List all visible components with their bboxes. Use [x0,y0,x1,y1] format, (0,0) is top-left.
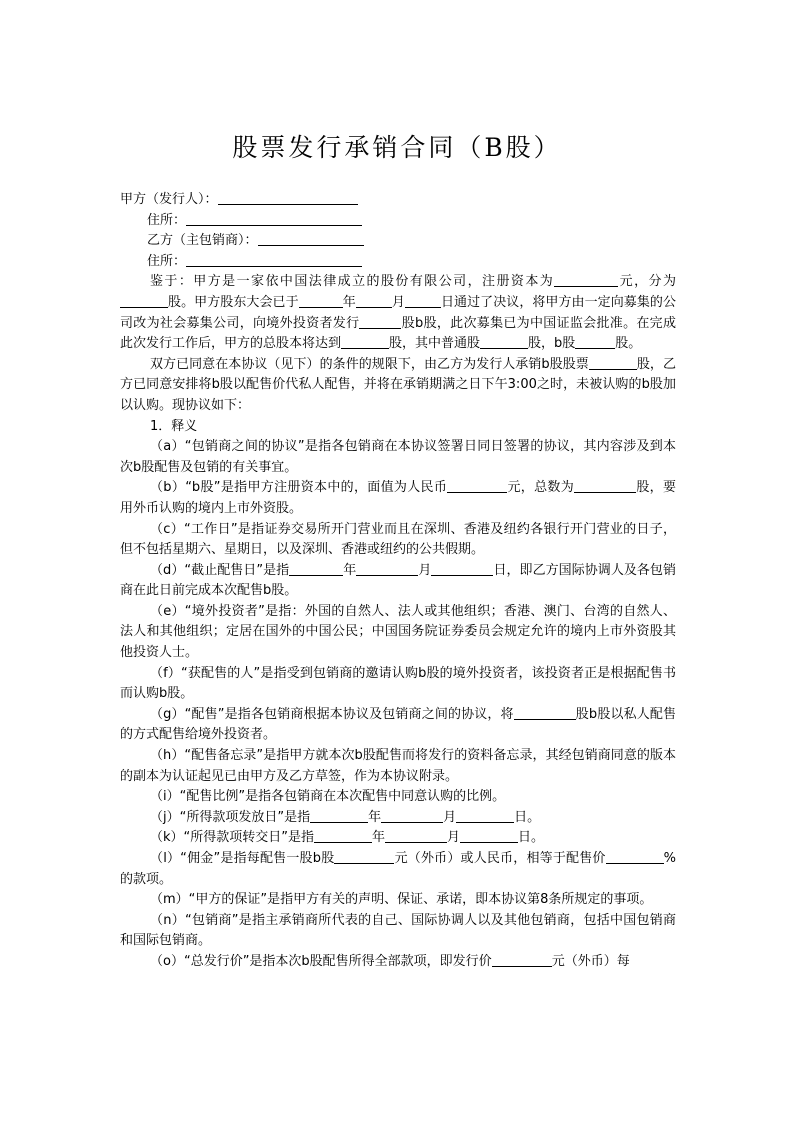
definition-m: （m）“甲方的保证”是指甲方有关的声明、保证、承诺，即本协议第8条所规定的事项。 [150,892,653,908]
definition-text: 月 [447,830,461,846]
blank [359,315,401,329]
definition-text: 日。 [514,809,541,825]
definition-c: （c）“工作日”是指证券交易所开门营业而且在深圳、香港及纽约各银行开门营业的日子，但不包括星期六、星期日，以及深圳、香港或纽约的公共假期。 [120,521,676,558]
definition-text: （d）“截止配售日”是指 [150,562,290,578]
whereas-text: 股。甲方股东大会已于 [168,294,299,310]
definition-k [120,828,676,849]
address-b-label: 住所： [147,253,187,269]
definition-text: 年 [372,830,386,846]
blank [341,335,389,349]
whereas-text: 月 [391,294,405,310]
definition-text: 月 [443,809,457,825]
definition-text: （o）“总发行价”是指本次b股配售所得全部款项，即发行价 [150,953,492,969]
definition-text: 月 [418,562,432,578]
definition-d [120,561,676,602]
blank [456,809,514,823]
address-a-line [120,211,676,232]
definition-text: 股，要用外币认购的境内上市外资股。 [120,480,676,516]
definition-n: （n）“包销商”是指主承销商所代表的自己、国际协调人以及其他包销商，包括中国包销商和国际包销商。 [120,912,676,949]
definition-f: （f）“获配售的人”是指受到包销商的邀请认购b股的境外投资者，该投资者正是根据配售书而认购b股。 [120,665,676,702]
document-body [120,190,676,973]
address-b-blank [186,253,362,267]
definition-text: 元，总数为 [507,480,575,496]
definition-text: %的款项。 [120,851,676,887]
agreement-paragraph [120,355,676,417]
definition-text: 日，即乙方国际协调人及各包销商在此日前完成本次配售b股。 [120,562,676,599]
definition-text: 年 [343,562,357,578]
definition-e: （e）“境外投资者”是指：外国的自然人、法人或其他组织；香港、澳门、台湾的自然人、法人和其他组织；定居在国外的中国公民；中国国务院证券委员会规定允许的境内上市外资股其他投资人士。 [120,603,676,661]
blank [589,356,637,370]
blank [405,294,441,308]
whereas-text: 股。 [615,336,642,352]
definition-a: （a）“包销商之间的协议”是指各包销商在本协议签署日同日签署的协议，其内容涉及到本次b股配售及包销的有关事宜。 [120,439,676,475]
definition-text: （b）“b股”是指甲方注册资本中的，面值为人民币 [150,480,448,496]
agreement-text: 双方已同意在本协议（见下）的条件的规限下，由乙方为发行人承销b股股票 [150,356,589,372]
blank [574,479,636,493]
definition-text: 股b股以私人配售的方式配售给境外投资者。 [120,706,676,743]
definition-text: 元（外币）或人民币，相等于配售价 [394,851,606,866]
definition-text: 元（外币）每 [551,953,630,969]
address-a-label: 住所： [147,212,187,228]
whereas-text: 股，b股 [528,336,576,352]
blank [447,479,507,493]
blank [334,850,394,864]
section-heading: 1．释义 [150,418,198,434]
agreement-text: 股，乙方已同意安排将b股以配售价代私人配售，并将在承销期满之日下午3:00之时，未被认购的b股加以认购。现协议如下： [120,356,676,413]
blank [289,562,343,576]
definition-text: 年 [368,809,382,825]
definition-text: （k）“所得款项转交日”是指 [150,830,314,846]
party-a-line [120,190,676,211]
whereas-text: 元，分为 [618,274,676,290]
blank [314,829,372,843]
blank [310,809,368,823]
whereas-text: 股b股，此次募集已为中国证监会批准。在完成此次发行工作后，甲方的总股本将达到 [120,315,676,352]
blank [514,706,576,720]
party-a-blank [218,191,358,205]
definition-text: （l）“佣金”是指每配售一股b股 [150,851,335,866]
page-title: 股票发行承销合同（B股） [232,133,562,162]
definition-j [120,808,676,829]
definition-l [120,849,676,890]
party-b-blank [258,232,364,246]
whereas-paragraph [120,272,676,354]
blank [381,809,443,823]
definition-g [120,705,676,746]
blank [492,953,552,967]
definition-i: （i）“配售比例”是指各包销商在本次配售中同意认购的比例。 [150,789,506,805]
blank [299,294,343,308]
address-a-blank [186,212,362,226]
blank [356,294,392,308]
blank [554,273,618,287]
definition-h: （h）“配售备忘录”是指甲方就本次b股配售而将发行的资料备忘录，其经包销商同意的版本的副本为认证起见已由甲方及乙方草签，作为本协议附录。 [120,748,676,784]
definition-text: （j）“所得款项发放日”是指 [150,809,311,825]
definition-b [120,478,676,519]
party-b-label: 乙方（主包销商）： [147,233,258,249]
blank [431,562,493,576]
definition-text: （g）“配售”是指各包销商根据本协议及包销商之间的协议，将 [150,706,514,722]
blank [480,335,528,349]
blank [356,562,418,576]
address-b-line [120,252,676,273]
blank [606,850,664,864]
blank [120,294,168,308]
whereas-text: 鉴于：甲方是一家依中国法律成立的股份有限公司，注册资本为 [150,274,555,290]
blank [460,829,518,843]
definition-o [120,952,676,973]
blank [385,829,447,843]
definition-text: 日。 [518,830,545,846]
party-a-label: 甲方（发行人）： [120,192,218,207]
whereas-text: 日通过了决议，将甲方由一定向募集的公司改为社会募集公司，向境外投资者发行 [120,294,676,331]
whereas-text: 股，其中普通股 [389,336,481,352]
blank [575,335,615,349]
whereas-text: 年 [342,294,356,310]
party-b-line [120,231,676,252]
